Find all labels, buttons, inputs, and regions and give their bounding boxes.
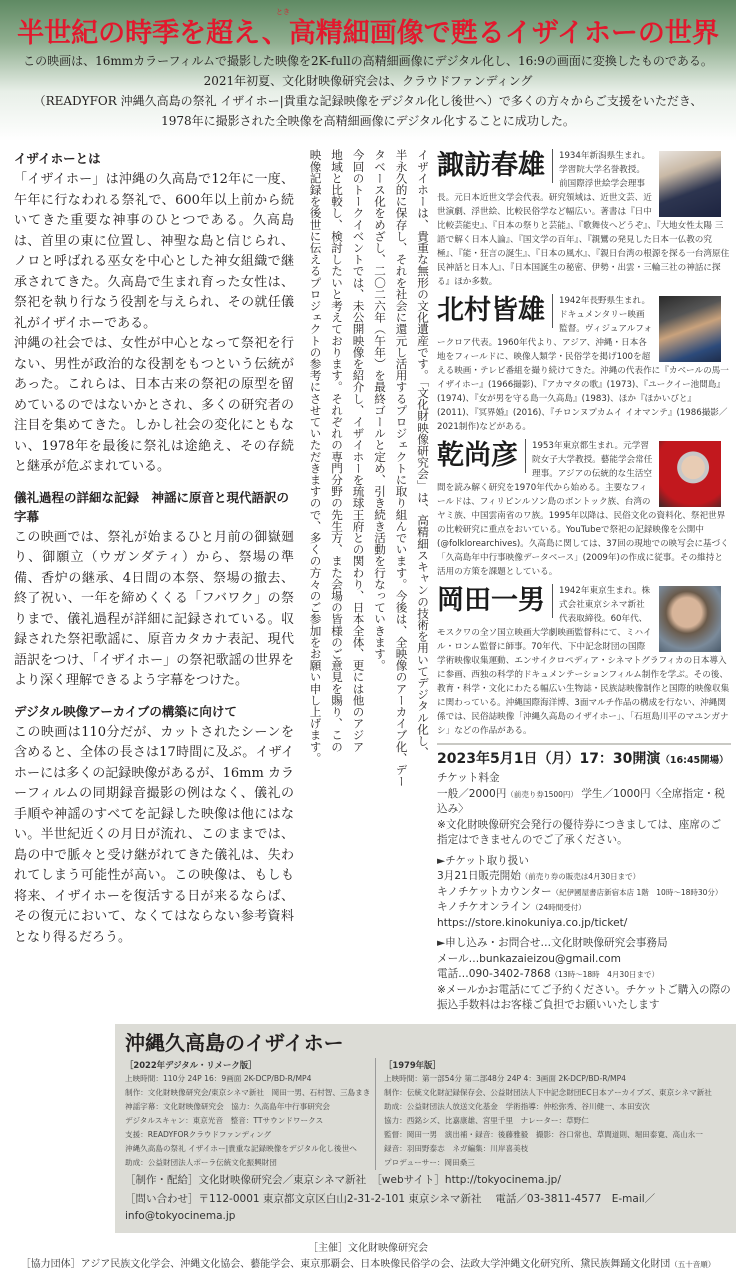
vertical-line: 今回のトークイベントでは、未公開映像を紹介し、イザイホーを琉球王府との関わり、日本全体、更には他のアジア <box>351 149 366 753</box>
credits-heading: ［2022年デジタル・リメーク版］ <box>125 1059 257 1070</box>
credit-line: プロデューサー：岡田桑三 <box>384 1157 475 1167</box>
cooperation-note: （五十音順） <box>670 1259 716 1269</box>
speaker-photo <box>659 441 721 507</box>
contact-phone: 電話…090-3402-7868 <box>437 968 551 980</box>
price-student: 学生／1000円〈全席指定・税込み〉 <box>437 787 725 815</box>
credit-line: 上映時間：110分 24P 16：9画面 2K-DCP/BD-R/MP4 <box>125 1073 312 1083</box>
organizer: ［主催］文化財映像研究会 <box>308 1242 428 1254</box>
section-heading: デジタル映像アーカイブの構築に向けて <box>14 703 237 719</box>
credit-line: 神謡字幕：文化財映像研究会 協力：久高島年中行事研究会 <box>125 1101 331 1111</box>
credit-line: 支援：READYFORクラウドファンディング <box>125 1129 272 1139</box>
vertical-text-message <box>300 149 433 801</box>
sale-start: 3月21日販売開始 <box>437 870 521 882</box>
section-heading: 儀礼過程の詳細な記録 神謡に原音と現代語訳の字幕 <box>14 489 290 524</box>
vertical-line: 映像記録を後世に伝えるプロジェクトの参考にさせていただきますので、多くの方々のご参加をお願い申し上げます。 <box>308 149 323 764</box>
credit-line: 制作：文化財映像研究会/東京シネマ新社 岡田一男、石村智、三島まき <box>125 1087 371 1097</box>
vertical-line: 半永久的に保存し、それを社会に還元し活用するプロジェクトに取り組んでいます。今後は、全映像のアーカイブ化、デー <box>394 149 409 787</box>
speaker-name: 諏訪春雄 <box>437 149 553 183</box>
cooperating-organizations: ［協力団体］アジア民族文化学会、沖縄文化協会、藝能学会、東京那覇会、日本映像民俗学の会、法政大学沖縄文化研究所、黛民族舞踊文化財団 <box>20 1258 671 1270</box>
vertical-line: タベース化をめざし、二〇二六年（午年）を最終ゴールと定め、引き続き活動を行なっていきます。 <box>373 149 387 671</box>
credit-line: デジタルスキャン：東京光音 整音：TTサウンドワークス <box>125 1115 324 1125</box>
intro-line: この映画は、16mmカラーフィルムで撮影した映像を2K-fullの高精細画像にデジタル化し、16:9の画面に変換したものである。 <box>23 54 713 68</box>
speaker-profile <box>437 584 731 738</box>
speaker-name: 乾尚彦 <box>437 439 526 473</box>
distribution-info: ［制作・配給］文化財映像研究会／東京シネマ新社 ［webサイト］http://tokyocinema.jp/ <box>125 1173 561 1186</box>
section-paragraph: この映画は110分だが、カットされたシーンを含めると、全体の長さは17時間に及ぶ。イザイホーには多くの記録映像があるが、16mm カラーフィルムの同期録音撮影の例はなく、儀礼の手順や神謡のすべてを記録した映像は他にはない。半世紀近くの月日が流れ、このままでは、島の中で脈々と受け継がれてきた儀礼は、失われてしまう可能性が高い。この映像は、もしも将来、イザイホーを復活する日が来るならば、その復元において、なくてはならない参考資料となり得るだろう。 <box>14 724 294 945</box>
reservation-note: ※メールかお電話にてご予約ください。チケットご購入の際の振込手数料はお客様ご負担でお願いいたします <box>437 983 731 1011</box>
event-info <box>437 743 731 1014</box>
speaker-photo <box>659 151 721 217</box>
speaker-bio: 1942年東京生まれ。株式会社東京シネマ新社代表取締役。60年代、モスクワの全ソ国立映画大学劇映画監督科にて、ミハイル・ロンム監督に師事。70年代、下中記念財団の国際学術映像収集運動、エンサイクロペディア・シネマトグラフィカの日本導入に参画、西独の科学的ドキュメンテーションフィルム制作を学ぶ。その後、教育・科学・文化にわたる幅広い生物誌・民族誌映像制作と国際的映像収集に関わっている。沖縄国際海洋博、3面マルチ作品の構成を行ない、沖縄関係では、民俗誌映像「沖縄久高島のイザイホー」、「石垣島川平のマユンガナシ」などの作品がある。 <box>437 586 730 736</box>
speaker-bio: 1942年長野県生まれ。ドキュメンタリー映画監督。ヴィジュアルフォークロア代表。1960年代より、アジア、沖縄・日本各地をフィールドに、映像人類学・民俗学を掲げ100を超える映画・テレビ番組を撮り続けてきた。沖縄の代表作に『カベールの馬一イザイホー』(1966撮影)、『アカマタの歌』(1973)、『ユークイー池間島』(1974)、『女が男を守る島一久高島』(1983)、ほか『ほかいびと』(2011)、『冥界婚』(2016)、『チロンヌプカムイ イオマンテ』(1986撮影／2021制作)などがある。 <box>437 296 729 432</box>
credit-line: 助成：公益財団法人放送文化基金 学術指導：仲松弥秀、谷川健一、本田安次 <box>384 1101 650 1111</box>
vertical-line: イザイホーは、貴重な無形の文化遺産です。「文化財映像研究会」は、高精細スキャンの技術を用いてデジタル化し、 <box>416 149 430 758</box>
speaker-bio: 1953年東京都生まれ。元学習院女子大学教授。藝能学会常任理事。アジアの伝統的な生活空間を読み解く研究を1970年代から始める。主要なフィールドは、フィリピンルソン島のボントック族、台湾のヤミ族、中国雲南省のワ族。1995年以降は、民俗文化の資料化、祭祀世界の比較研究に重点をおいている。YouTubeで祭祀の記録映像を公開中(@folklorearchives)。久高島に関しては、37回の現地での映写会に基づく「久高島年中行事映像データベース」(2009年)の作成に従事。その維持と活用の方策を課題としている。 <box>437 441 729 577</box>
price-general: 一般／2000円 <box>437 787 507 800</box>
credit-line: 制作：伝統文化財記録保存会、公益財団法人下中記念財団EC日本アーカイブズ、東京シネマ新社 <box>384 1087 712 1097</box>
speaker-photo <box>659 296 721 362</box>
credit-line: 上映時間：第一部54分 第二部48分 24P 4：3画面 2K-DCP/BD-R/MP4 <box>384 1073 627 1083</box>
doors-time: （16:45開場） <box>660 755 729 766</box>
credit-line: 協力：西銘シズ、比嘉康雄、宮里千里 ナレーター：草野仁 <box>384 1115 589 1125</box>
footer <box>0 1233 736 1283</box>
coupon-note: ※文化財映像研究会発行の優待券につきましては、座席のご指定はできませんのでご了承ください。 <box>437 818 722 846</box>
film-title: 沖縄久高島のイザイホー <box>125 1030 344 1055</box>
ticket-url-link[interactable]: https://store.kinokuniya.co.jp/ticket/ <box>437 916 628 929</box>
phone-note: （13時～18時 4月30日まで） <box>550 970 659 979</box>
vertical-line: 地域と比較し、検討したいと考えております。それぞれの専門分野の先生方、また会場の皆様のご意見を賜り、この <box>330 149 344 753</box>
contact-heading: ►申し込み・お問合せ…文化財映像研究会事務局 <box>437 937 668 949</box>
section-paragraph: 「イザイホー」は沖縄の久高島で12年に一度、午年に行なわれる祭礼で、600年以上前から続いてきた重要な神事のひとつである。久高島は、首里の東に位置し、神聖な島と信じられ、ノロと呼ばれる巫女を中心とした神女組織で継承されてきた。久高島で生まれ育った女性は、祭祀を執り行なう役割を与えられ、その就任儀礼がイザイホーである。 <box>14 172 294 331</box>
credit-line: 監督：岡田一男 演出補・録音：後藤雅毅 撮影：谷口常也、草間道則、堀田泰寛、高山永一 <box>384 1129 703 1139</box>
credits-2022 <box>125 1058 375 1170</box>
credit-line: 助成：公益財団法人ポーラ伝統文化振興財団 <box>125 1157 277 1167</box>
intro-line: 2021年初夏、文化財映像研究会は、クラウドファンディング <box>203 74 533 88</box>
page-title: 半世紀の時季を超え、高精細画像で甦るイザイホーの世界 <box>17 18 719 49</box>
ticket-online: キノチケオンライン <box>437 901 532 913</box>
counter-note: （紀伊國屋書店新宿本店 1階 10時～18時30分） <box>551 887 723 897</box>
speaker-name: 北村皆雄 <box>437 294 553 328</box>
section-paragraph: この映画では、祭礼が始まるひと月前の御嶽廻り、御願立（ウガンダティ）から、祭場の準備、香炉の継承、4日間の本祭、祭場の撤去、終了祝い、一年を締めくくる「フバワク」の祭りまで、儀礼過程が詳細に記録されている。収録された祭祀歌謡に、原音カタカナ表記、現代語訳をつけ、「イザイホー」の祭祀歌謡の世界をより深く理解できるよう字幕をつけた。 <box>14 529 294 688</box>
section-paragraph: 沖縄の社会では、女性が中心となって祭祀を行ない、男性が政治的な役割をもつという伝統があった。これらは、日本古来の祭祀の原型を留めているのではないかとされ、多くの研究者の注目を集めてきた。しかし社会の変化にともない、1978年を最後に祭礼は途絶え、その存続と継承が危ぶまれている。 <box>14 336 294 474</box>
section-heading: イザイホーとは <box>14 151 101 166</box>
ticket-handling-heading: ►チケット取り扱い <box>437 854 529 867</box>
intro-line: 1978年に撮影された全映像を高精細画像にデジタル化することに成功した。 <box>161 114 575 128</box>
ticket-counter: キノチケットカウンター <box>437 885 552 898</box>
ticket-label: チケット料金 <box>437 772 500 784</box>
speaker-profile <box>437 149 731 289</box>
speaker-name: 岡田一男 <box>437 584 553 618</box>
left-column <box>14 149 294 948</box>
credits-box <box>115 1024 736 1233</box>
sale-note: （前売り券の販売は4月30日まで） <box>520 872 641 881</box>
main-content <box>0 141 736 1014</box>
inquiry-info: ［問い合わせ］〒112-0001 東京都文京区白山2-31-2-101 東京シネマ新社 電話／03-3811-4577 E-mail／info@tokyocinema.jp <box>125 1192 656 1222</box>
title-ruby: とき <box>276 8 290 16</box>
speaker-photo <box>659 586 721 652</box>
credits-1979 <box>375 1058 726 1170</box>
price-advance: （前売り券1500円） <box>506 789 578 799</box>
credits-heading: ［1979年版］ <box>384 1059 441 1070</box>
credit-line: 録音：羽田野泰志 ネガ編集：川岸喜美枝 <box>384 1143 529 1153</box>
online-note: （24時間受付） <box>531 903 586 912</box>
event-date: 2023年5月1日（月）17：30開演 <box>437 751 661 767</box>
credit-line: 沖縄久高島の祭礼 イザイホー|貴重な記録映像をデジタル化し後世へ <box>125 1143 357 1153</box>
header <box>0 0 736 141</box>
intro-line: （READYFOR 沖縄久高島の祭礼 イザイホー|貴重な記録映像をデジタル化し後世へ）で多くの方々からご支援をいただき、 <box>33 94 703 108</box>
right-column <box>437 149 731 1014</box>
speaker-profile <box>437 294 731 434</box>
speaker-profile <box>437 439 731 579</box>
contact-email[interactable]: メール…bunkazaieizou@gmail.com <box>437 952 621 965</box>
speaker-bio: 1934年新潟県生まれ。学習院大学名誉教授。前国際浮世絵学会理事長。元日本近世文学会代表。研究領域は、近世文芸、近世演劇、浮世絵、比較民俗学など幅広い。著書は『日中比較芸能史』、『日本の祭りと芸能』、『歌舞伎へどうぞ』、『大地女性太陽 三語で解く日本人論』、『国文学の百年』、『親鸞の発見した日本一仏教の究極』、『能・狂言の誕生』、『日本の風水』、『親日台湾の根源を探る一台湾原住民神話と日本人』、『日本国誕生の秘密、伊勢・出雲・三輪三社の神話に探る』ほか多数。 <box>437 151 730 287</box>
